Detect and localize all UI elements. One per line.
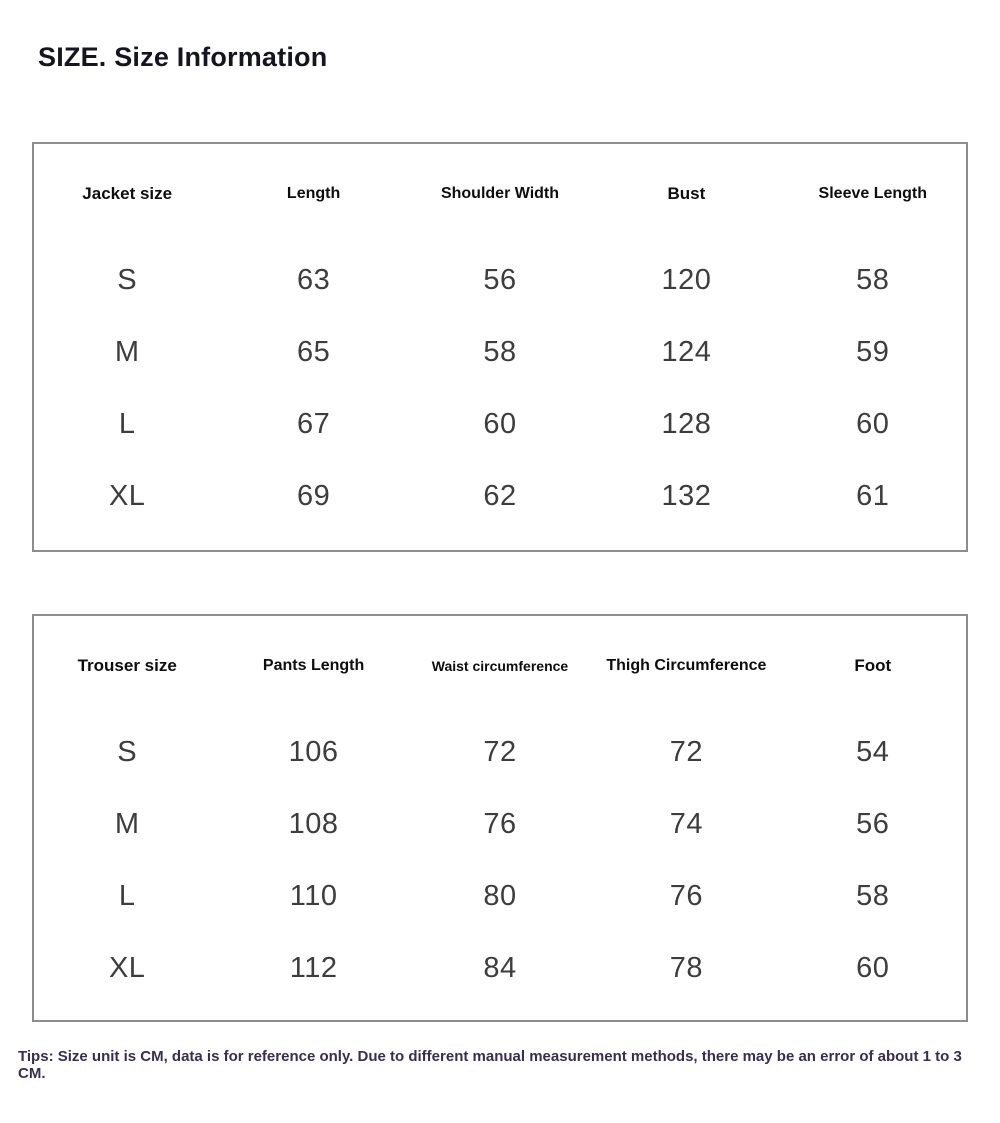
trouser-row-l-size: L — [118, 879, 136, 912]
jacket-row-s-size: S — [117, 263, 138, 296]
trouser-header-thigh: Thigh Circumference — [606, 657, 767, 674]
jacket-row-m-bust: 124 — [661, 335, 712, 368]
jacket-header-shoulder-width: Shoulder Width — [440, 185, 560, 202]
jacket-row-m-shoulder: 58 — [483, 335, 517, 368]
trouser-row-s-waist: 72 — [483, 735, 517, 768]
jacket-size-table — [32, 142, 968, 552]
trouser-row-s-foot: 54 — [856, 735, 890, 768]
trouser-row-s-thigh: 72 — [669, 735, 704, 768]
trouser-row-xl-pants: 112 — [289, 951, 338, 984]
jacket-row-s-bust: 120 — [661, 263, 712, 296]
jacket-row-xl-sleeve: 61 — [856, 479, 890, 512]
trouser-row-m-waist: 76 — [483, 807, 517, 840]
jacket-row-s-shoulder: 56 — [483, 263, 517, 296]
trouser-row-s-size: S — [117, 735, 138, 768]
jacket-row-xl-bust: 132 — [661, 479, 712, 512]
jacket-row-l-shoulder: 60 — [483, 407, 517, 440]
jacket-row-xl-length: 69 — [296, 479, 331, 512]
trouser-row-xl-size: XL — [108, 951, 146, 984]
page-title: SIZE. Size Information — [38, 42, 328, 72]
trouser-row-xl-waist: 84 — [483, 951, 517, 984]
jacket-row-s-length: 63 — [296, 263, 331, 296]
jacket-row-l-size: L — [118, 407, 136, 440]
jacket-header-sleeve-length: Sleeve Length — [818, 185, 928, 202]
trouser-row-xl-foot: 60 — [856, 951, 890, 984]
jacket-row-xl-shoulder: 62 — [483, 479, 517, 512]
jacket-header-length: Length — [286, 185, 341, 202]
trouser-size-table — [32, 614, 968, 1022]
size-tips-note: Tips: Size unit is CM, data is for reference only. Due to different manual measurement methods, there may be an error of about 1 to 3 CM. — [18, 1048, 962, 1082]
jacket-row-l-length: 67 — [296, 407, 331, 440]
jacket-row-s-sleeve: 58 — [856, 263, 890, 296]
trouser-row-m-thigh: 74 — [669, 807, 704, 840]
jacket-header-bust: Bust — [667, 184, 706, 203]
trouser-header-pants-length: Pants Length — [262, 657, 365, 674]
trouser-row-m-pants: 108 — [288, 807, 339, 840]
trouser-row-l-waist: 80 — [483, 879, 517, 912]
trouser-row-s-pants: 106 — [288, 735, 339, 768]
jacket-row-l-sleeve: 60 — [856, 407, 890, 440]
jacket-row-m-length: 65 — [296, 335, 331, 368]
trouser-row-l-thigh: 76 — [669, 879, 704, 912]
jacket-row-m-size: M — [114, 335, 140, 368]
jacket-row-xl-size: XL — [108, 479, 146, 512]
jacket-row-l-bust: 128 — [661, 407, 712, 440]
trouser-header-foot: Foot — [854, 656, 892, 675]
trouser-row-l-pants: 110 — [289, 879, 338, 912]
trouser-row-xl-thigh: 78 — [669, 951, 704, 984]
trouser-row-m-size: M — [114, 807, 140, 840]
jacket-header-size: Jacket size — [82, 184, 173, 203]
trouser-header-size: Trouser size — [77, 656, 177, 675]
trouser-header-waist: Waist circumference — [431, 658, 569, 674]
trouser-row-l-foot: 58 — [856, 879, 890, 912]
jacket-row-m-sleeve: 59 — [856, 335, 890, 368]
trouser-row-m-foot: 56 — [856, 807, 890, 840]
